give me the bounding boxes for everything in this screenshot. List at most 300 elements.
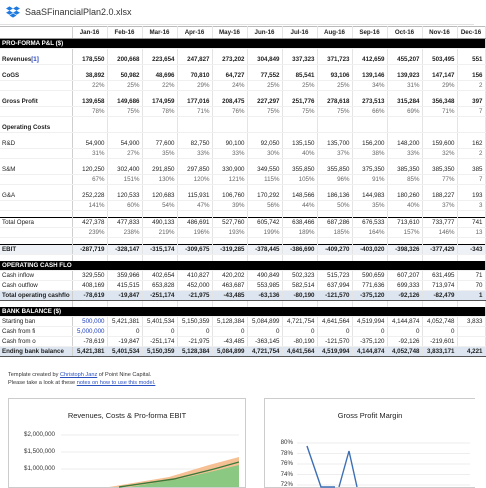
row-label[interactable]: PRO-FORMA P&L ($): [0, 39, 485, 49]
row-label[interactable]: [0, 55, 72, 65]
cell[interactable]: 29%: [422, 81, 457, 91]
cell[interactable]: [212, 123, 247, 133]
cell[interactable]: 71%: [422, 107, 457, 117]
row-label[interactable]: Cash from fi: [0, 327, 72, 337]
cell[interactable]: 76%: [212, 107, 247, 117]
cell[interactable]: [352, 211, 387, 218]
cell[interactable]: 115,931: [177, 191, 212, 201]
cell[interactable]: 4,052,748: [422, 317, 457, 327]
cell[interactable]: 251,776: [282, 97, 317, 107]
cell[interactable]: 44%: [282, 201, 317, 211]
cell[interactable]: 139,658: [72, 97, 107, 107]
cell[interactable]: 0: [142, 327, 177, 337]
row-label[interactable]: [0, 211, 72, 218]
cell[interactable]: 223,654: [142, 55, 177, 65]
row-label[interactable]: G&A: [0, 191, 72, 201]
cell[interactable]: 180,260: [387, 191, 422, 201]
cell[interactable]: 32%: [422, 149, 457, 159]
cell[interactable]: 78%: [72, 107, 107, 117]
cell[interactable]: 490,133: [142, 218, 177, 228]
cell[interactable]: [107, 211, 142, 218]
cell[interactable]: 90,100: [212, 139, 247, 149]
cell[interactable]: -80,190: [282, 337, 317, 347]
cell[interactable]: 4,221: [457, 347, 485, 357]
cell[interactable]: [247, 211, 282, 218]
cell[interactable]: [422, 211, 457, 218]
cell[interactable]: [247, 123, 282, 133]
cell[interactable]: 106,760: [212, 191, 247, 201]
cell[interactable]: 120,683: [142, 191, 177, 201]
cell[interactable]: 47%: [177, 201, 212, 211]
cell[interactable]: 590,659: [352, 271, 387, 281]
cell[interactable]: [422, 238, 457, 245]
cell[interactable]: 553,985: [247, 281, 282, 291]
cell[interactable]: 54,900: [107, 139, 142, 149]
cell[interactable]: 135,700: [317, 139, 352, 149]
cell[interactable]: 375,350: [352, 165, 387, 175]
cell[interactable]: [72, 238, 107, 245]
cell[interactable]: 515,723: [317, 271, 352, 281]
cell[interactable]: 40%: [387, 201, 422, 211]
cell[interactable]: 0: [107, 327, 142, 337]
cell[interactable]: 75%: [317, 107, 352, 117]
cell[interactable]: -63,136: [247, 291, 282, 301]
cell[interactable]: 3,833,171: [422, 347, 457, 357]
cell[interactable]: [422, 123, 457, 133]
row-label[interactable]: Cash from o: [0, 337, 72, 347]
cell[interactable]: 148,566: [282, 191, 317, 201]
cell[interactable]: -343: [457, 245, 485, 255]
cell[interactable]: 273,513: [352, 97, 387, 107]
cell[interactable]: -287,719: [72, 245, 107, 255]
cell[interactable]: [142, 123, 177, 133]
cell[interactable]: 25%: [317, 81, 352, 91]
cell[interactable]: 4,144,874: [387, 317, 422, 327]
cell[interactable]: 0: [352, 327, 387, 337]
cell[interactable]: 219%: [142, 228, 177, 238]
cell[interactable]: 162: [457, 139, 485, 149]
cell[interactable]: -92,126: [387, 337, 422, 347]
row-label[interactable]: Cash outflow: [0, 281, 72, 291]
cell[interactable]: 5,084,899: [247, 317, 282, 327]
cell[interactable]: 120,533: [107, 191, 142, 201]
cell[interactable]: -43,485: [212, 291, 247, 301]
cell[interactable]: 157%: [387, 228, 422, 238]
cell[interactable]: 412,659: [352, 55, 387, 65]
cell[interactable]: 713,974: [422, 281, 457, 291]
cell[interactable]: 420,202: [212, 271, 247, 281]
cell[interactable]: 653,828: [142, 281, 177, 291]
row-label[interactable]: [0, 149, 72, 159]
cell[interactable]: 4,721,754: [282, 317, 317, 327]
cell[interactable]: -319,285: [212, 245, 247, 255]
month-header[interactable]: Apr-16: [177, 27, 212, 39]
cell[interactable]: 637,994: [317, 281, 352, 291]
cell[interactable]: 4,144,874: [352, 347, 387, 357]
cell[interactable]: 69%: [387, 107, 422, 117]
cell[interactable]: 527,760: [212, 218, 247, 228]
cell[interactable]: -21,975: [177, 337, 212, 347]
cell[interactable]: 397: [457, 97, 485, 107]
cell[interactable]: 35%: [142, 149, 177, 159]
cell[interactable]: 156: [457, 71, 485, 81]
cell[interactable]: 330,900: [212, 165, 247, 175]
month-header[interactable]: Jul-16: [282, 27, 317, 39]
cell[interactable]: 38%: [352, 149, 387, 159]
cell[interactable]: 638,466: [282, 218, 317, 228]
cell[interactable]: 151%: [107, 175, 142, 185]
cell[interactable]: 64,727: [212, 71, 247, 81]
row-label[interactable]: Total operating cashflo: [0, 291, 72, 301]
cell[interactable]: 2: [457, 149, 485, 159]
cell[interactable]: 193: [457, 191, 485, 201]
cell[interactable]: -19,847: [107, 291, 142, 301]
cell[interactable]: 34%: [352, 81, 387, 91]
cell[interactable]: 278,618: [317, 97, 352, 107]
cell[interactable]: 85,541: [282, 71, 317, 81]
cell[interactable]: 252,228: [72, 191, 107, 201]
cell[interactable]: 188,227: [422, 191, 457, 201]
cell[interactable]: 48,696: [142, 71, 177, 81]
cell[interactable]: 196%: [177, 228, 212, 238]
cell[interactable]: 455,207: [387, 55, 422, 65]
cell[interactable]: 27%: [107, 149, 142, 159]
cell[interactable]: 3,833: [457, 317, 485, 327]
cell[interactable]: -21,975: [177, 291, 212, 301]
row-label[interactable]: [0, 107, 72, 117]
cell[interactable]: 199%: [247, 228, 282, 238]
cell[interactable]: 25%: [247, 81, 282, 91]
cell[interactable]: 408,169: [72, 281, 107, 291]
cell[interactable]: 0: [387, 327, 422, 337]
cell[interactable]: [212, 211, 247, 218]
cell[interactable]: [387, 123, 422, 133]
cell[interactable]: [142, 211, 177, 218]
cell[interactable]: -251,174: [142, 337, 177, 347]
cell[interactable]: 67%: [72, 175, 107, 185]
cell[interactable]: 402,654: [142, 271, 177, 281]
footnote-badge[interactable]: [1]: [31, 56, 39, 63]
cell[interactable]: 291,850: [142, 165, 177, 175]
cell[interactable]: 30%: [247, 149, 282, 159]
cell[interactable]: 208,475: [212, 97, 247, 107]
cell[interactable]: 0: [247, 327, 282, 337]
row-label[interactable]: Total Opera: [0, 218, 72, 228]
cell[interactable]: [457, 211, 485, 218]
cell[interactable]: [457, 238, 485, 245]
row-label[interactable]: Starting ban: [0, 317, 72, 327]
cell[interactable]: 25%: [282, 81, 317, 91]
cell[interactable]: 452,000: [177, 281, 212, 291]
cell[interactable]: 54%: [142, 201, 177, 211]
cell[interactable]: 385,350: [387, 165, 422, 175]
cell[interactable]: 4,519,994: [352, 317, 387, 327]
cell[interactable]: -43,485: [212, 337, 247, 347]
month-header[interactable]: Nov-16: [422, 27, 457, 39]
cell[interactable]: -78,619: [72, 337, 107, 347]
cell[interactable]: 139,146: [352, 71, 387, 81]
cell[interactable]: [457, 327, 485, 337]
cell[interactable]: [177, 123, 212, 133]
cell[interactable]: 146%: [422, 228, 457, 238]
cell[interactable]: 56%: [247, 201, 282, 211]
cell[interactable]: 164%: [352, 228, 387, 238]
month-header[interactable]: Mar-16: [142, 27, 177, 39]
cell[interactable]: 178,550: [72, 55, 107, 65]
spreadsheet-grid[interactable]: [0, 26, 483, 357]
row-label[interactable]: Gross Profit: [0, 97, 72, 107]
cell[interactable]: 239%: [72, 228, 107, 238]
cell[interactable]: 0: [317, 327, 352, 337]
cell[interactable]: -19,847: [107, 337, 142, 347]
cell[interactable]: [107, 123, 142, 133]
month-header[interactable]: Sep-16: [352, 27, 387, 39]
cell[interactable]: 1: [457, 291, 485, 301]
cell[interactable]: 4,721,754: [247, 347, 282, 357]
row-label[interactable]: S&M: [0, 165, 72, 175]
cell[interactable]: -375,120: [352, 291, 387, 301]
cell[interactable]: [352, 238, 387, 245]
cell[interactable]: 733,777: [422, 218, 457, 228]
cell[interactable]: 54,900: [72, 139, 107, 149]
cell[interactable]: 148,200: [387, 139, 422, 149]
cell[interactable]: 486,691: [177, 218, 212, 228]
cell[interactable]: 75%: [107, 107, 142, 117]
cell[interactable]: [282, 238, 317, 245]
cell[interactable]: 385,350: [422, 165, 457, 175]
month-header[interactable]: Dec-16: [457, 27, 485, 39]
cell[interactable]: [317, 238, 352, 245]
cell[interactable]: 349,550: [247, 165, 282, 175]
cell[interactable]: [317, 123, 352, 133]
cell[interactable]: 121%: [212, 175, 247, 185]
cell[interactable]: -378,445: [247, 245, 282, 255]
cell[interactable]: 0: [282, 327, 317, 337]
cell[interactable]: 2: [457, 81, 485, 91]
cell[interactable]: 174,959: [142, 97, 177, 107]
cell[interactable]: 551: [457, 55, 485, 65]
cell[interactable]: [282, 211, 317, 218]
cell[interactable]: 5,401,534: [107, 347, 142, 357]
cell[interactable]: -315,174: [142, 245, 177, 255]
cell[interactable]: 477,833: [107, 218, 142, 228]
cell[interactable]: [107, 238, 142, 245]
cell[interactable]: 66%: [352, 107, 387, 117]
row-label[interactable]: CoGS: [0, 71, 72, 81]
cell[interactable]: 4,641,564: [317, 317, 352, 327]
cell[interactable]: 50,982: [107, 71, 142, 81]
cell[interactable]: 185%: [317, 228, 352, 238]
cell[interactable]: -309,675: [177, 245, 212, 255]
cell[interactable]: 156,200: [352, 139, 387, 149]
row-label[interactable]: Ending bank balance: [0, 347, 72, 357]
cell[interactable]: 607,207: [387, 271, 422, 281]
cell[interactable]: 186,136: [317, 191, 352, 201]
cell[interactable]: 159,600: [422, 139, 457, 149]
cell[interactable]: 5,084,899: [212, 347, 247, 357]
cell[interactable]: 37%: [422, 201, 457, 211]
cell[interactable]: 33%: [212, 149, 247, 159]
cell[interactable]: 77,552: [247, 71, 282, 81]
cell[interactable]: 5,000,000: [72, 327, 107, 337]
cell[interactable]: 189%: [282, 228, 317, 238]
cell[interactable]: 147,147: [422, 71, 457, 81]
cell[interactable]: -403,020: [352, 245, 387, 255]
cell[interactable]: 200,668: [107, 55, 142, 65]
cell[interactable]: 302,400: [107, 165, 142, 175]
cell[interactable]: [247, 238, 282, 245]
cell[interactable]: 355,850: [317, 165, 352, 175]
cell[interactable]: 355,850: [282, 165, 317, 175]
cell[interactable]: 5,421,381: [107, 317, 142, 327]
cell[interactable]: 50%: [317, 201, 352, 211]
cell[interactable]: 135,150: [282, 139, 317, 149]
row-label[interactable]: OPERATING CASH FLO: [0, 261, 485, 271]
row-label[interactable]: Cash inflow: [0, 271, 72, 281]
month-header[interactable]: Jan-16: [72, 27, 107, 39]
cell[interactable]: 105%: [282, 175, 317, 185]
cell[interactable]: 771,636: [352, 281, 387, 291]
cell[interactable]: 37%: [317, 149, 352, 159]
cell[interactable]: [457, 337, 485, 347]
cell[interactable]: -121,570: [317, 291, 352, 301]
month-header[interactable]: Jun-16: [247, 27, 282, 39]
row-label[interactable]: [0, 228, 72, 238]
cell[interactable]: -398,326: [387, 245, 422, 255]
cell[interactable]: -328,147: [107, 245, 142, 255]
cell[interactable]: 3: [457, 201, 485, 211]
cell[interactable]: 247,827: [177, 55, 212, 65]
cell[interactable]: 85%: [387, 175, 422, 185]
cell[interactable]: [177, 238, 212, 245]
cell[interactable]: 273,202: [212, 55, 247, 65]
cell[interactable]: 410,827: [177, 271, 212, 281]
cell[interactable]: 238%: [107, 228, 142, 238]
cell[interactable]: -386,690: [282, 245, 317, 255]
month-header[interactable]: Oct-16: [387, 27, 422, 39]
cell[interactable]: 75%: [247, 107, 282, 117]
cell[interactable]: [177, 211, 212, 218]
cell[interactable]: 92,050: [247, 139, 282, 149]
notes-link[interactable]: notes on how to use this model.: [76, 380, 156, 386]
cell[interactable]: -92,126: [387, 291, 422, 301]
cell[interactable]: 676,533: [352, 218, 387, 228]
cell[interactable]: 96%: [317, 175, 352, 185]
cell[interactable]: 93,106: [317, 71, 352, 81]
cell[interactable]: 503,495: [422, 55, 457, 65]
cell[interactable]: 4,641,564: [282, 347, 317, 357]
cell[interactable]: 0: [422, 327, 457, 337]
cell[interactable]: 5,150,359: [142, 347, 177, 357]
cell[interactable]: 502,323: [282, 271, 317, 281]
cell[interactable]: 77,600: [142, 139, 177, 149]
cell[interactable]: 70,810: [177, 71, 212, 81]
cell[interactable]: 130%: [142, 175, 177, 185]
cell[interactable]: 5,150,359: [177, 317, 212, 327]
cell[interactable]: 304,849: [247, 55, 282, 65]
cell[interactable]: 38,892: [72, 71, 107, 81]
cell[interactable]: 39%: [212, 201, 247, 211]
cell[interactable]: 70: [457, 281, 485, 291]
cell[interactable]: -82,479: [422, 291, 457, 301]
cell[interactable]: 33%: [177, 149, 212, 159]
row-label[interactable]: [0, 27, 72, 39]
cell[interactable]: [282, 123, 317, 133]
cell[interactable]: 24%: [212, 81, 247, 91]
cell[interactable]: 82,750: [177, 139, 212, 149]
cell[interactable]: 115%: [247, 175, 282, 185]
cell[interactable]: 60%: [107, 201, 142, 211]
cell[interactable]: -251,174: [142, 291, 177, 301]
cell[interactable]: [352, 123, 387, 133]
cell[interactable]: 22%: [72, 81, 107, 91]
row-label[interactable]: EBIT: [0, 245, 72, 255]
cell[interactable]: [212, 238, 247, 245]
cell[interactable]: 699,333: [387, 281, 422, 291]
cell[interactable]: 4,052,748: [387, 347, 422, 357]
cell[interactable]: 35%: [352, 201, 387, 211]
cell[interactable]: 22%: [142, 81, 177, 91]
cell[interactable]: 415,515: [107, 281, 142, 291]
cell[interactable]: 177,016: [177, 97, 212, 107]
row-label[interactable]: [0, 238, 72, 245]
cell[interactable]: [387, 238, 422, 245]
cell[interactable]: -363,145: [247, 337, 282, 347]
cell[interactable]: 13: [457, 228, 485, 238]
cell[interactable]: 141%: [72, 201, 107, 211]
cell[interactable]: 385: [457, 165, 485, 175]
cell[interactable]: 25%: [107, 81, 142, 91]
cell[interactable]: 7: [457, 175, 485, 185]
cell[interactable]: [457, 123, 485, 133]
cell[interactable]: 0: [177, 327, 212, 337]
cell[interactable]: 631,495: [422, 271, 457, 281]
cell[interactable]: 337,323: [282, 55, 317, 65]
cell[interactable]: 297,850: [177, 165, 212, 175]
row-label[interactable]: Operating Costs: [0, 123, 72, 133]
cell[interactable]: 4,519,994: [317, 347, 352, 357]
cell[interactable]: 227,297: [247, 97, 282, 107]
cell[interactable]: [72, 123, 107, 133]
cell[interactable]: 31%: [72, 149, 107, 159]
cell[interactable]: 75%: [282, 107, 317, 117]
cell[interactable]: -375,120: [352, 337, 387, 347]
cell[interactable]: 463,687: [212, 281, 247, 291]
cell[interactable]: 139,923: [387, 71, 422, 81]
month-header[interactable]: Aug-16: [317, 27, 352, 39]
cell[interactable]: 120%: [177, 175, 212, 185]
cell[interactable]: 5,128,384: [212, 317, 247, 327]
cell[interactable]: 359,966: [107, 271, 142, 281]
cell[interactable]: 329,550: [72, 271, 107, 281]
cell[interactable]: 91%: [352, 175, 387, 185]
cell[interactable]: 7: [457, 107, 485, 117]
cell[interactable]: 427,378: [72, 218, 107, 228]
cell[interactable]: 356,348: [422, 97, 457, 107]
cell[interactable]: 193%: [212, 228, 247, 238]
cell[interactable]: -377,429: [422, 245, 457, 255]
row-label[interactable]: BANK BALANCE ($): [0, 307, 485, 317]
cell[interactable]: [317, 211, 352, 218]
row-label[interactable]: [0, 175, 72, 185]
cell[interactable]: -219,601: [422, 337, 457, 347]
cell[interactable]: [387, 211, 422, 218]
row-label[interactable]: [0, 81, 72, 91]
cell[interactable]: 78%: [142, 107, 177, 117]
cell[interactable]: 741: [457, 218, 485, 228]
month-header[interactable]: May-16: [212, 27, 247, 39]
cell[interactable]: 71%: [177, 107, 212, 117]
